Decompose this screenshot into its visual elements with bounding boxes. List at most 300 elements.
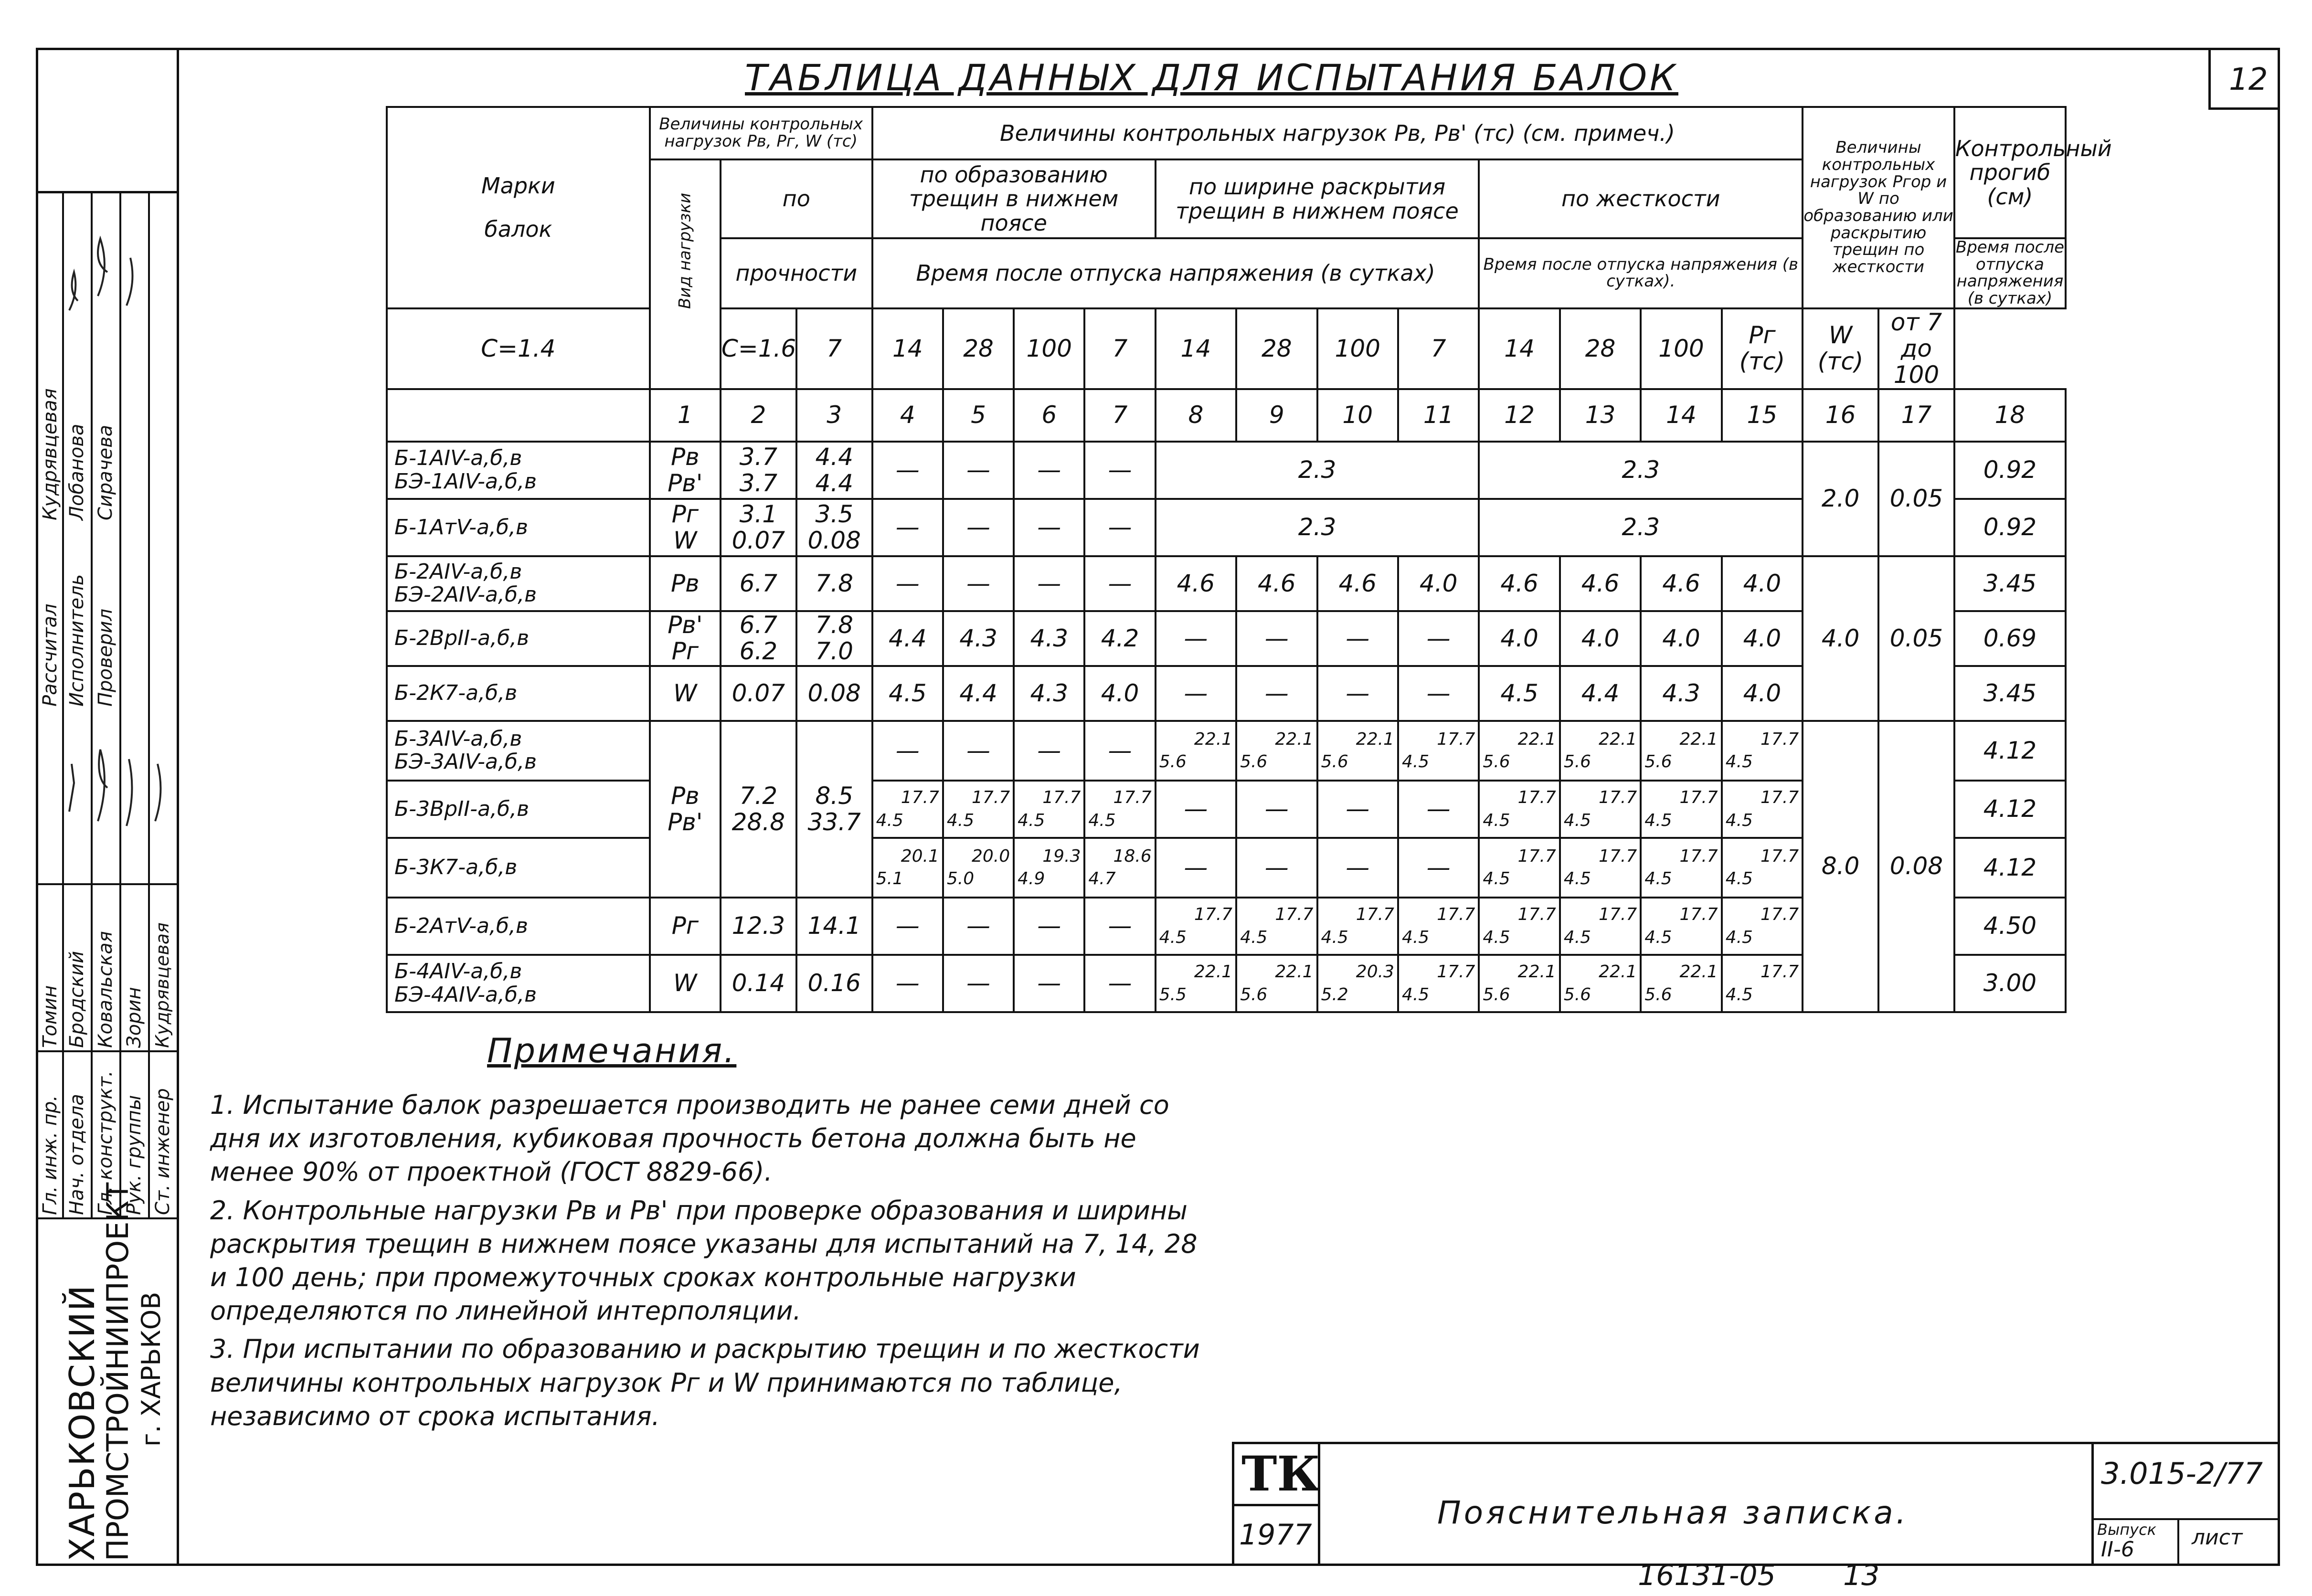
split-top: 5.6 <box>1563 752 1591 772</box>
strength-c16-cell <box>796 721 872 898</box>
split-top: 5.6 <box>1563 984 1591 1004</box>
stamp-role: Проверил <box>95 608 117 707</box>
header-strength-po: по <box>721 159 872 238</box>
split-top: 4.7 <box>1088 869 1116 889</box>
split-top: 4.5 <box>1725 752 1753 772</box>
load-type-cell <box>650 898 721 955</box>
num-cell: 18 <box>1954 389 2066 442</box>
header-time1: Время после отпуска напряжения (в сутках) <box>872 238 1479 308</box>
strength-c14-cell-line: 7.2 <box>739 782 778 810</box>
split-cell <box>1156 721 1236 781</box>
split-bottom: 17.7 <box>901 788 939 808</box>
strength-c14-cell-line: 6.7 <box>739 611 778 639</box>
header-marks-text: Марки <box>481 173 555 199</box>
strength-c16-cell-line: 7.8 <box>815 569 853 597</box>
brand-cell-line: Б-3АIV-а,б,в <box>394 726 522 751</box>
split-top: 4.5 <box>876 810 903 830</box>
strength-c16-cell-line: 0.08 <box>807 526 861 554</box>
split-bottom: 17.7 <box>1599 788 1637 808</box>
split-cell <box>1722 955 1803 1012</box>
num-cell: 16 <box>1803 389 1878 442</box>
crack-form-cell: — <box>1014 499 1084 556</box>
crack-width-cell: — <box>1398 781 1479 838</box>
brand-cell <box>387 666 650 721</box>
num-cell: 11 <box>1398 389 1479 442</box>
num-cell: 14 <box>1641 389 1721 442</box>
split-bottom: 17.7 <box>1599 905 1637 925</box>
split-top: 4.5 <box>1159 927 1187 947</box>
split-top: 5.6 <box>1483 984 1510 1004</box>
load-type-cell-line: Pв <box>670 569 700 597</box>
load-type-cell-line: Pв <box>670 782 700 810</box>
split-cell <box>1084 781 1155 838</box>
strength-c16-cell-line: 3.5 <box>815 500 853 528</box>
split-top: 5.6 <box>1240 752 1268 772</box>
crack-width-cell: — <box>1317 781 1398 838</box>
split-top: 4.5 <box>1644 810 1672 830</box>
split-bottom: 17.7 <box>971 788 1010 808</box>
load-type-cell <box>650 556 721 611</box>
split-bottom: 17.7 <box>1761 788 1799 808</box>
strength-c14-cell <box>721 499 796 556</box>
split-cell <box>1479 838 1559 898</box>
notes-block <box>210 1089 1213 1438</box>
deflection-cell: 0.92 <box>1954 442 2066 499</box>
split-bottom: 18.6 <box>1113 846 1152 866</box>
split-cell <box>1641 781 1721 838</box>
header-beams-text: балок <box>484 216 552 242</box>
split-top: 4.5 <box>1725 927 1753 947</box>
split-top: 4.5 <box>1644 927 1672 947</box>
strength-c16-cell-line: 8.5 <box>815 782 853 810</box>
split-cell <box>1560 955 1641 1012</box>
brand-cell <box>387 611 650 666</box>
crack-form-cell: — <box>1084 898 1155 955</box>
strength-c16-cell <box>796 666 872 721</box>
split-bottom: 17.7 <box>1599 846 1637 866</box>
issue-label: Выпуск <box>2097 1521 2156 1539</box>
sub-cell: 14 <box>872 308 943 389</box>
title-block-divider <box>1232 1504 1320 1506</box>
split-bottom: 17.7 <box>1679 788 1718 808</box>
split-cell <box>1641 955 1721 1012</box>
crack-form-cell: — <box>1014 442 1084 499</box>
table-row <box>387 721 2066 781</box>
load-type-cell <box>650 499 721 556</box>
stiffness-cell: 4.6 <box>1479 556 1559 611</box>
strength-c14-cell <box>721 721 796 898</box>
stamp-name: Томин <box>39 985 61 1048</box>
brand-cell-line: БЭ-1АIV-а,б,в <box>394 469 537 494</box>
split-top: 5.5 <box>1159 984 1187 1004</box>
num-cell: 8 <box>1156 389 1236 442</box>
strength-c16-cell <box>796 442 872 499</box>
split-cell <box>872 838 943 898</box>
split-bottom: 17.7 <box>1437 962 1475 982</box>
split-bottom: 17.7 <box>1517 788 1556 808</box>
split-top: 5.6 <box>1240 984 1268 1004</box>
split-bottom: 22.1 <box>1599 962 1637 982</box>
table-row <box>387 442 2066 499</box>
strength-c14-cell-line: 0.07 <box>732 526 785 554</box>
stamp-name: Бродский <box>66 951 88 1048</box>
stamp-name: Кудрявцевая <box>152 922 173 1048</box>
header-stiffness: по жесткости <box>1479 159 1803 238</box>
sheet-label: лист <box>2192 1525 2243 1550</box>
crack-form-cell: — <box>1014 955 1084 1012</box>
crack-width-cell: — <box>1236 838 1317 898</box>
load-type-cell <box>650 955 721 1012</box>
split-cell <box>1236 898 1317 955</box>
number-row <box>387 389 2066 442</box>
num-cell: 17 <box>1878 389 1954 442</box>
sub-cell: 7 <box>1398 308 1479 389</box>
split-top: 5.1 <box>876 869 903 889</box>
split-cell <box>1560 781 1641 838</box>
sub-cell: 28 <box>943 308 1014 389</box>
load-type-cell <box>650 666 721 721</box>
strength-c16-cell-line: 7.0 <box>815 637 853 666</box>
split-cell <box>1560 838 1641 898</box>
split-top: 4.5 <box>1483 810 1510 830</box>
split-bottom: 17.7 <box>1761 846 1799 866</box>
split-top: 4.5 <box>1644 869 1672 889</box>
load-type-cell <box>650 611 721 666</box>
strength-c16-cell-line: 7.8 <box>815 611 853 639</box>
split-bottom: 17.7 <box>1517 846 1556 866</box>
load-type-cell-line: W <box>673 969 697 997</box>
brand-cell-line: Б-3К7-а,б,в <box>394 855 518 880</box>
sub-cell: 100 <box>1014 308 1084 389</box>
strength-c16-cell <box>796 611 872 666</box>
title-block-divider <box>2091 1518 2280 1520</box>
strength-c14-cell <box>721 556 796 611</box>
crack-form-cell: 4.5 <box>872 666 943 721</box>
stiffness-cell: 4.0 <box>1641 611 1721 666</box>
deflection-cell: 3.00 <box>1954 955 2066 1012</box>
split-bottom: 22.1 <box>1679 962 1718 982</box>
header-load-values: Величины контрольных нагрузок Pв, Pг, W (тс) <box>650 107 872 159</box>
crack-width-merged-cell: 2.3 <box>1156 499 1479 556</box>
load-type-cell-line: Pв' <box>668 469 703 497</box>
crack-width-cell: 4.6 <box>1156 556 1236 611</box>
load-type-cell-line: Pг <box>671 637 699 666</box>
split-cell <box>1236 955 1317 1012</box>
stiffness-cell: 4.3 <box>1641 666 1721 721</box>
split-cell <box>1156 955 1236 1012</box>
num-cell-blank <box>387 389 650 442</box>
split-top: 4.5 <box>1401 984 1430 1004</box>
crack-form-cell: — <box>1014 556 1084 611</box>
sub-cell: W (тс) <box>1803 308 1878 389</box>
split-bottom: 17.7 <box>1761 905 1799 925</box>
split-cell <box>1479 955 1559 1012</box>
crack-width-cell: — <box>1156 611 1236 666</box>
crack-form-cell: — <box>872 499 943 556</box>
brand-cell <box>387 838 650 898</box>
split-top: 5.6 <box>1159 752 1187 772</box>
crack-width-cell: — <box>1236 611 1317 666</box>
deflection-cell: 4.50 <box>1954 898 2066 955</box>
crack-width-cell: — <box>1317 838 1398 898</box>
split-cell <box>1560 721 1641 781</box>
strength-c16-cell-line: 4.4 <box>815 469 853 497</box>
split-bottom: 17.7 <box>1194 905 1233 925</box>
stiffness-cell: 4.0 <box>1722 611 1803 666</box>
doc-code: 3.015-2/77 <box>2101 1456 2263 1491</box>
stiffness-cell: 4.0 <box>1722 666 1803 721</box>
strength-c16-cell <box>796 955 872 1012</box>
crack-width-cell: — <box>1398 838 1479 898</box>
split-top: 4.5 <box>946 810 975 830</box>
split-cell <box>1317 955 1398 1012</box>
strength-c14-cell-line: 3.1 <box>739 500 778 528</box>
stamp-name: Кудрявцевая <box>39 388 61 520</box>
crack-form-cell: — <box>1084 955 1155 1012</box>
sub-cell: 14 <box>1479 308 1559 389</box>
crack-form-cell: 4.3 <box>943 611 1014 666</box>
brand-cell-line: БЭ-4АIV-а,б,в <box>394 982 537 1007</box>
split-bottom: 20.3 <box>1356 962 1394 982</box>
deflection-cell: 0.92 <box>1954 499 2066 556</box>
table-title: ТАБЛИЦА ДАННЫХ ДЛЯ ИСПЫТАНИЯ БАЛОК <box>745 56 1678 99</box>
brand-cell-line: Б-2АтV-а,б,в <box>394 913 528 938</box>
stamp-role: Рассчитал <box>39 603 61 707</box>
split-bottom: 17.7 <box>1679 846 1718 866</box>
num-cell: 6 <box>1014 389 1084 442</box>
org-name: ХАРЬКОВСКИЙ <box>62 1284 102 1561</box>
brand-cell <box>387 955 650 1012</box>
stamp-role: Ст. инженер <box>152 1088 174 1215</box>
note-item: 1. Испытание балок разрешается производить не ранее семи дней со дня их изготовления, кубиковая прочность бетона должна быть не менее 90% от проектной (ГОСТ 8829-66). <box>210 1090 1169 1187</box>
split-cell <box>1156 898 1236 955</box>
split-top: 5.6 <box>1321 752 1348 772</box>
split-cell <box>1722 838 1803 898</box>
strength-c14-cell-line: 0.14 <box>732 969 785 997</box>
strength-c14-cell-line: 3.7 <box>739 443 778 471</box>
split-cell <box>1722 721 1803 781</box>
stiffness-cell: 4.6 <box>1641 556 1721 611</box>
page-number: 12 <box>2229 62 2268 97</box>
split-bottom: 20.1 <box>901 846 939 866</box>
split-top: 4.5 <box>1725 869 1753 889</box>
load-type-cell-line: Pг <box>671 912 699 940</box>
split-bottom: 17.7 <box>1113 788 1152 808</box>
split-bottom: 17.7 <box>1761 729 1799 749</box>
split-cell <box>1479 721 1559 781</box>
sub-cell: Pг (тс) <box>1722 308 1803 389</box>
sub-cell: 7 <box>1084 308 1155 389</box>
crack-form-cell: 4.4 <box>943 666 1014 721</box>
split-bottom: 22.1 <box>1517 962 1556 982</box>
strength-c14-cell-line: 3.7 <box>739 469 778 497</box>
load-type-cell <box>650 721 721 898</box>
split-bottom: 22.1 <box>1275 729 1314 749</box>
sub-cell: 7 <box>796 308 872 389</box>
crack-form-cell: — <box>872 955 943 1012</box>
header-strength: прочности <box>721 238 872 308</box>
crack-form-cell: — <box>1084 499 1155 556</box>
stamp-role: Нач. отдела <box>66 1094 88 1215</box>
crack-form-cell: 4.0 <box>1084 666 1155 721</box>
split-bottom: 20.0 <box>971 846 1010 866</box>
brand-cell-line: Б-2К7-а,б,в <box>394 681 518 706</box>
crack-form-cell: — <box>943 499 1014 556</box>
brand-cell-line: Б-4АIV-а,б,в <box>394 959 522 984</box>
crack-form-cell: — <box>1084 442 1155 499</box>
split-top: 4.5 <box>1088 810 1116 830</box>
header-marks <box>387 107 650 308</box>
subheader-row <box>387 308 2066 389</box>
strength-c16-cell <box>796 499 872 556</box>
strength-c16-cell-line: 4.4 <box>815 443 853 471</box>
split-cell <box>1641 838 1721 898</box>
crack-form-cell: — <box>943 898 1014 955</box>
brand-cell <box>387 721 650 781</box>
crack-form-cell: — <box>872 442 943 499</box>
crack-form-cell: — <box>943 955 1014 1012</box>
w-cell: 0.05 <box>1878 556 1954 721</box>
load-type-cell-line: Pг <box>671 500 699 528</box>
brand-cell <box>387 556 650 611</box>
pg-cell: 2.0 <box>1803 442 1878 556</box>
crack-width-cell: — <box>1317 611 1398 666</box>
stiffness-cell: 4.4 <box>1560 666 1641 721</box>
split-cell <box>943 838 1014 898</box>
split-cell <box>1398 721 1479 781</box>
year: 1977 <box>1239 1518 1312 1552</box>
strength-c16-cell <box>796 898 872 955</box>
split-bottom: 17.7 <box>1679 905 1718 925</box>
crack-width-cell: — <box>1156 838 1236 898</box>
crack-form-cell: 4.4 <box>872 611 943 666</box>
header-pg: Величины контрольных нагрузок Pгор и W по образованию или раскрытию трещин по жесткости <box>1803 107 1954 308</box>
load-type-cell-line: Pв' <box>668 611 703 639</box>
split-bottom: 17.7 <box>1275 905 1314 925</box>
stamp-role: Гл. инж. пр. <box>39 1095 61 1215</box>
split-bottom: 17.7 <box>1356 905 1394 925</box>
brand-cell-line: Б-2ВрII-а,б,в <box>394 626 530 651</box>
load-type-cell-line: Pв <box>670 443 700 471</box>
split-top: 4.5 <box>1725 810 1753 830</box>
deflection-cell: 4.12 <box>1954 781 2066 838</box>
split-top: 4.5 <box>1240 927 1268 947</box>
sub-cell: 100 <box>1317 308 1398 389</box>
split-cell <box>872 781 943 838</box>
split-cell <box>1398 898 1479 955</box>
num-cell: 5 <box>943 389 1014 442</box>
deflection-cell: 4.12 <box>1954 721 2066 781</box>
split-cell <box>1722 781 1803 838</box>
split-top: 4.5 <box>1483 869 1510 889</box>
split-top: 4.9 <box>1018 869 1045 889</box>
split-cell <box>1479 781 1559 838</box>
split-bottom: 17.7 <box>1437 905 1475 925</box>
header-load-type <box>650 159 721 389</box>
num-cell: 12 <box>1479 389 1559 442</box>
brand-cell <box>387 499 650 556</box>
strength-c14-cell <box>721 955 796 1012</box>
stiffness-merged-cell: 2.3 <box>1479 442 1803 499</box>
deflection-cell: 4.12 <box>1954 838 2066 898</box>
brand-cell <box>387 898 650 955</box>
split-top: 4.5 <box>1563 927 1591 947</box>
strength-c14-cell-line: 6.7 <box>739 569 778 597</box>
split-top: 5.6 <box>1644 752 1672 772</box>
crack-form-cell: — <box>872 556 943 611</box>
tk-logo: ТК <box>1241 1446 1321 1502</box>
split-cell <box>1084 838 1155 898</box>
stiffness-cell: 4.0 <box>1722 556 1803 611</box>
strength-c16-cell-line: 14.1 <box>807 912 861 940</box>
split-cell <box>1236 721 1317 781</box>
crack-width-cell: — <box>1398 611 1479 666</box>
deflection-cell: 0.69 <box>1954 611 2066 666</box>
crack-width-cell: 4.6 <box>1317 556 1398 611</box>
stamp-name: Лобанова <box>66 423 88 520</box>
num-cell: 10 <box>1317 389 1398 442</box>
crack-form-cell: — <box>943 442 1014 499</box>
header-control-loads: Величины контрольных нагрузок Pв, Pв' (тс) (см. примеч.) <box>872 107 1803 159</box>
crack-width-cell: — <box>1398 666 1479 721</box>
split-bottom: 22.1 <box>1679 729 1718 749</box>
brand-cell-line: БЭ-3АIV-а,б,в <box>394 750 537 774</box>
split-top: 5.0 <box>946 869 975 889</box>
header-load-type-text: Вид нагрузки <box>675 192 694 309</box>
split-cell <box>1014 838 1084 898</box>
stiffness-cell: 4.0 <box>1479 611 1559 666</box>
split-top: 4.5 <box>1483 927 1510 947</box>
header-crack-form: по образованию трещин в нижнем поясе <box>872 159 1156 238</box>
stiffness-cell: 4.0 <box>1560 611 1641 666</box>
crack-form-cell: — <box>872 721 943 781</box>
deflection-cell: 3.45 <box>1954 666 2066 721</box>
sub-cell: 28 <box>1236 308 1317 389</box>
table-row <box>387 556 2066 611</box>
sub-cell: 28 <box>1560 308 1641 389</box>
num-cell: 7 <box>1084 389 1155 442</box>
load-type-cell <box>650 442 721 499</box>
strength-c14-cell-line: 12.3 <box>732 912 785 940</box>
split-top: 4.5 <box>1401 752 1430 772</box>
crack-form-cell: 4.2 <box>1084 611 1155 666</box>
split-top: 4.5 <box>1018 810 1045 830</box>
split-top: 4.5 <box>1563 810 1591 830</box>
strength-c14-cell <box>721 898 796 955</box>
split-bottom: 17.7 <box>1517 905 1556 925</box>
brand-cell-line: Б-2АIV-а,б,в <box>394 559 522 584</box>
split-cell <box>1722 898 1803 955</box>
load-type-cell-line: W <box>673 526 697 554</box>
num-cell: 9 <box>1236 389 1317 442</box>
crack-form-cell: 4.3 <box>1014 666 1084 721</box>
sub-cell: от 7 до 100 <box>1878 308 1954 389</box>
note-item: 2. Контрольные нагрузки Pв и Pв' при проверке образования и ширины раскрытия трещин в нижнем поясе указаны для испытаний на 7, 14, 28 и 100 день; при промежуточных сроках контрольные нагрузки определяются по линейной интерполяции. <box>210 1195 1198 1326</box>
load-type-cell-line: W <box>673 679 697 707</box>
crack-form-cell: — <box>1014 898 1084 955</box>
crack-width-merged-cell: 2.3 <box>1156 442 1479 499</box>
strength-c14-cell <box>721 442 796 499</box>
header-deflection: Контрольный прогиб (см) <box>1954 107 2066 238</box>
strength-c14-cell-line: 28.8 <box>732 808 785 836</box>
strength-c14-cell <box>721 611 796 666</box>
archive-sheet: 13 <box>1843 1559 1880 1592</box>
split-bottom: 22.1 <box>1194 729 1233 749</box>
crack-width-cell: — <box>1156 781 1236 838</box>
pg-cell: 4.0 <box>1803 556 1878 721</box>
num-cell: 13 <box>1560 389 1641 442</box>
archive-number: 16131-05 <box>1638 1559 1776 1592</box>
